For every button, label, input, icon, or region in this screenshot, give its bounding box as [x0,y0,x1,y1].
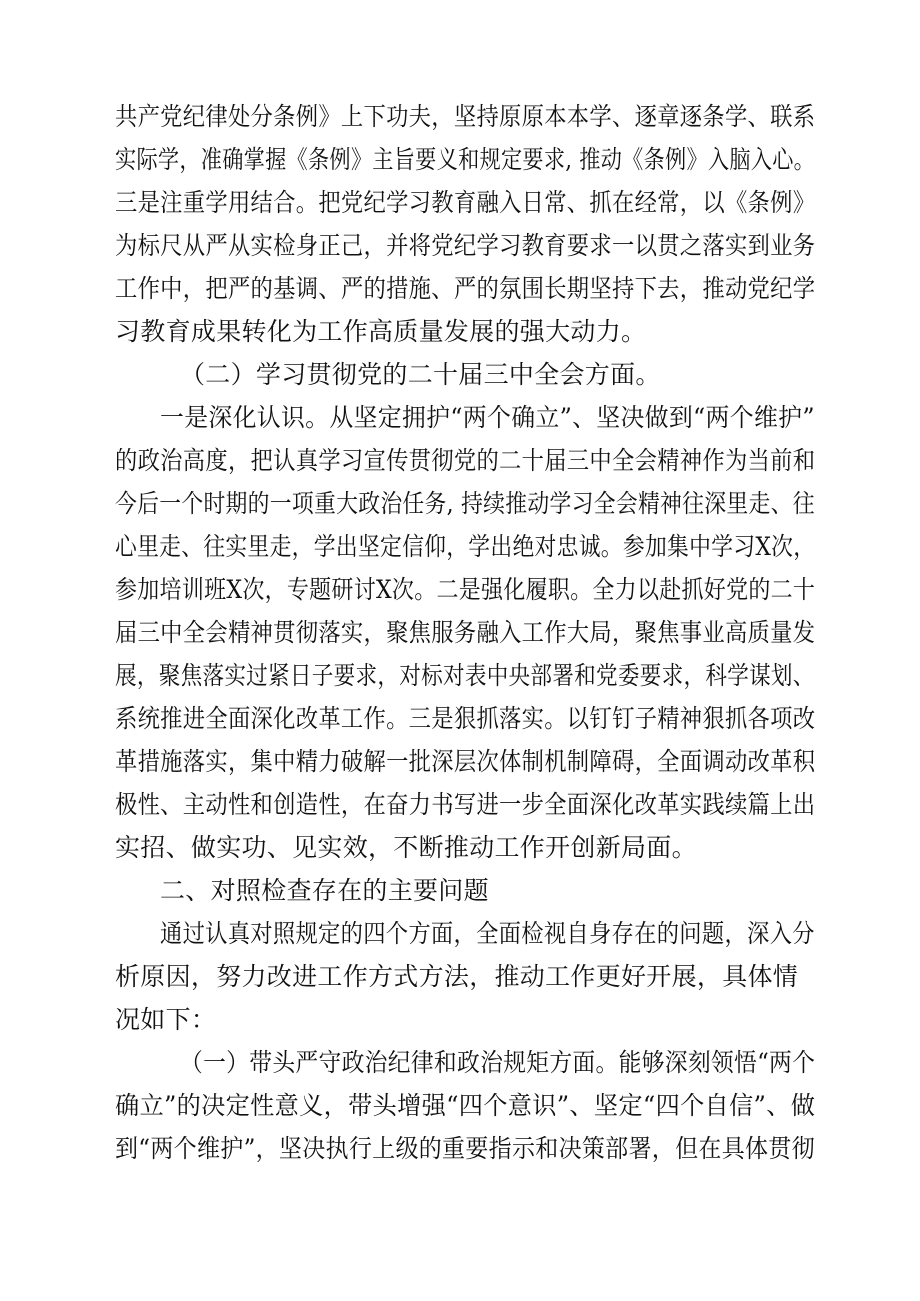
body-line: 实招、做实功、见实效，不断推动工作开创新局面。 [115,833,697,862]
body-line: 革措施落实，集中精力破解一批深层次体制机制障碍，全面调动改革积 [115,747,816,776]
body-line: 共产党纪律处分条例》上下功夫，坚持原原本本学、逐章逐条学、联系 [115,102,816,131]
body-line: （一）带头严守政治纪律和政治规矩方面。能够深刻领悟“两个 [180,1048,816,1077]
body-line: 到“两个维护”，坚决执行上级的重要指示和决策部署，但在具体贯彻 [115,1134,815,1163]
body-line: 今后一个时期的一项重大政治任务, 持续推动学习全会精神往深里走、往 [115,489,815,518]
body-line: 系统推进全面深化改革工作。三是狠抓落实。以钉钉子精神狠抓各项改 [115,704,816,733]
body-line: 的政治高度，把认真学习宣传贯彻党的二十届三中全会精神作为当前和 [115,446,816,475]
body-line: 况如下： [115,1005,217,1034]
body-line: 参加培训班X次，专题研讨X次。二是强化履职。全力以赴抓好党的二十 [115,575,816,604]
section-heading: 二、对照检查存在的主要问题 [160,876,489,905]
body-line: 为标尺从严从实检身正己，并将党纪学习教育要求一以贯之落实到业务 [115,231,816,260]
body-line: 析原因，努力改进工作方式方法，推动工作更好开展，具体情 [115,962,799,991]
body-line: 届三中全会精神贯彻落实，聚焦服务融入工作大局，聚焦事业高质量发 [115,618,816,647]
body-line: 心里走、往实里走，学出坚定信仰，学出绝对忠诚。参加集中学习X次， [115,532,816,561]
section-heading: （二）学习贯彻党的二十届三中全会方面。 [180,360,661,389]
body-line: 习教育成果转化为工作高质量发展的强大动力。 [115,317,647,346]
body-line: 实际学，准确掌握《条例》主旨要义和规定要求, 推动《条例》入脑入心。 [115,145,816,174]
body-line: 工作中，把严的基调、严的措施、严的氛围长期坚持下去，推动党纪学 [115,274,816,303]
body-line: 确立”的决定性意义，带头增强“四个意识”、坚定“四个自信”、做 [115,1091,816,1120]
body-line: 极性、主动性和创造性，在奋力书写进一步全面深化改革实践续篇上出 [115,790,816,819]
body-line: 一是深化认识。从坚定拥护“两个确立”、坚决做到“两个维护” [160,403,815,432]
body-line: 展，聚焦落实过紧日子要求，对标对表中央部署和党委要求，科学谋划、 [115,661,815,690]
body-line: 三是注重学用结合。把党纪学习教育融入日常、抓在经常，以《条例》 [115,188,816,217]
body-line: 通过认真对照规定的四个方面，全面检视自身存在的问题，深入分 [160,919,815,948]
